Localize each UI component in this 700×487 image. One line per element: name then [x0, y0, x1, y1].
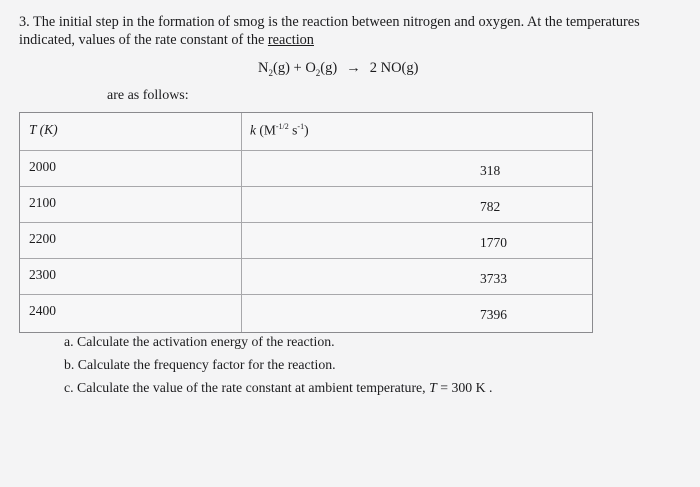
cell-rate-constant: 782: [480, 199, 501, 214]
header-k-units-open: (M: [256, 122, 276, 138]
follows-text: are as follows:: [107, 88, 189, 103]
header-temperature: T (K): [20, 113, 242, 150]
cell-temperature: 2300: [20, 259, 242, 294]
cell-rate-constant: 318: [480, 163, 501, 178]
chemical-equation: [258, 60, 418, 78]
header-k-units-close: ): [304, 122, 309, 138]
table-row: [20, 258, 592, 294]
table-row: [20, 186, 592, 222]
problem-text: 3. The initial step in the formation of smog is the reaction between nitrogen and oxygen. At the temperatures indicated, values of the rate constant of the: [19, 14, 640, 48]
rate-constant-table: [19, 112, 593, 333]
question-c-text: c. Calculate the value of the rate constant at ambient temperature,: [64, 380, 430, 395]
equation-o2-sub: 2: [315, 67, 321, 78]
question-list: [64, 330, 492, 399]
question-a: a. Calculate the activation energy of the reaction.: [64, 334, 335, 349]
reaction-arrow: →: [346, 60, 361, 76]
equation-n: N: [258, 60, 269, 76]
reaction-link[interactable]: reaction: [267, 32, 314, 48]
equation-state2: (g): [320, 60, 338, 76]
header-k-exp1: -1/2: [275, 122, 289, 131]
table-row: [20, 294, 592, 332]
equation-n2-sub: 2: [268, 67, 273, 78]
cell-temperature: 2200: [20, 223, 242, 258]
table-row: [20, 150, 592, 186]
equation-state1: (g) + O: [272, 60, 316, 76]
table-row: [20, 222, 592, 258]
header-k-exp2: -1: [297, 122, 305, 131]
question-c: [64, 376, 492, 399]
equation-product: 2 NO(g): [369, 60, 419, 76]
cell-temperature: 2000: [20, 151, 242, 186]
cell-rate-constant: 1770: [480, 235, 507, 250]
table-header-row: [20, 113, 592, 150]
cell-temperature: 2400: [20, 295, 242, 332]
cell-temperature: 2100: [20, 187, 242, 222]
question-c-value: = 300 K .: [436, 380, 493, 395]
header-k-units-mid: s: [288, 122, 298, 138]
cell-rate-constant: 3733: [480, 271, 507, 286]
question-b: b. Calculate the frequency factor for the reaction.: [64, 357, 336, 372]
problem-statement: [19, 13, 689, 49]
cell-rate-constant: 7396: [480, 307, 507, 322]
header-k-var: k: [250, 122, 256, 138]
header-rate-constant: [242, 113, 592, 150]
question-c-var: T: [429, 380, 437, 395]
